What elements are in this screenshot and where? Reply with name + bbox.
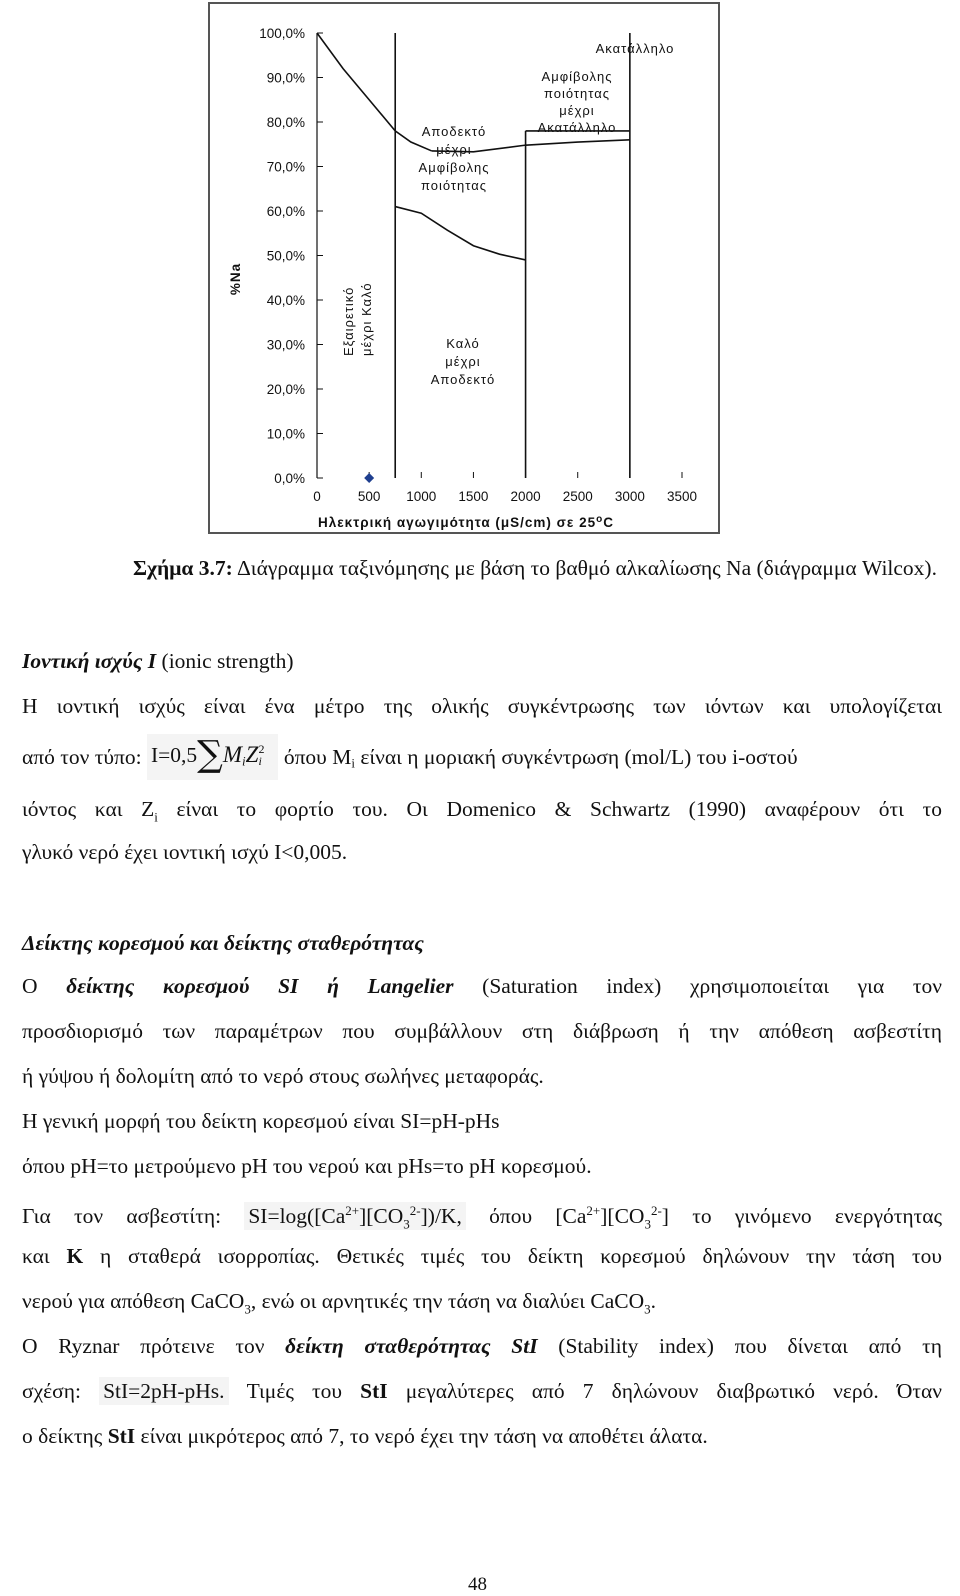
data-marker xyxy=(364,473,374,483)
saturation-p5-line1 xyxy=(22,1331,942,1361)
ionic-line-2-sub: i xyxy=(351,755,355,771)
ionic-line-4-text: γλυκό νερό έχει ιοντική ισχύ I<0,005. xyxy=(22,840,348,864)
saturation-p5-line2 xyxy=(22,1376,942,1406)
p4-line3-sub1: 3 xyxy=(244,1301,251,1317)
p4-f3: ])/K, xyxy=(420,1204,462,1229)
x-tick-label: 1000 xyxy=(406,489,437,504)
y-tick-label: 50,0% xyxy=(266,248,305,264)
y-tick-label: 100,0% xyxy=(259,26,305,41)
wilcox-chart xyxy=(208,2,720,534)
x-axis-title-degree: o xyxy=(596,514,604,525)
ionic-line-3-sub: i xyxy=(154,809,158,825)
region-label xyxy=(341,282,374,356)
p5-line2-b: Τιμές του xyxy=(228,1379,361,1403)
ionic-heading xyxy=(22,646,942,676)
p5-c: (Stability index) που δίνεται από τη xyxy=(537,1334,942,1358)
region-label-line: Αποδεκτό xyxy=(430,372,496,387)
page-number: 48 xyxy=(468,1574,487,1595)
region-label-line: ποιότητας xyxy=(420,178,488,193)
y-axis-ticks xyxy=(259,26,323,486)
figure-caption-text: Διάγραμμα ταξινόμησης με βάση το βαθμό αλκαλίωσης Na (διάγραμμα Wilcox). xyxy=(232,556,937,580)
region-label-line: Αμφίβολης xyxy=(541,69,613,84)
ionic-line-2-a: όπου M xyxy=(278,745,352,770)
ionic-heading-suffix: (ionic strength) xyxy=(156,649,294,673)
region-label-line: Ακατάλληλο xyxy=(537,120,617,135)
p4-f1: SI=log([Ca xyxy=(248,1204,346,1229)
p4-b-sup: 2+ xyxy=(586,1203,601,1218)
p5-line3-sti: StI xyxy=(107,1424,136,1448)
p5-a: Ο Ryznar πρότεινε τον xyxy=(22,1334,286,1358)
wilcox-chart-svg xyxy=(210,4,718,532)
x-axis-title-text: Ηλεκτρική αγωγιμότητα (μS/cm) σε 25 xyxy=(318,515,597,530)
data-point-marker xyxy=(364,473,374,483)
p4-a: Για τον ασβεστίτη: xyxy=(22,1204,245,1229)
y-tick-label: 70,0% xyxy=(266,159,305,175)
p4-f2-sup: 2- xyxy=(409,1203,421,1218)
ionic-line-1-text: Η ιοντική ισχύς είναι ένα μέτρο της ολικής συγκέντρωσης των ιόντων και υπολογίζεται xyxy=(22,694,942,718)
p1-line2-text: προσδιορισμό των παραμέτρων που συμβάλλουν στη διάβρωση ή την απόθεση ασβεστίτη xyxy=(22,1019,942,1043)
x-tick-label: 3500 xyxy=(666,489,698,504)
p4-line3-a: νερού για απόθεση CaCO xyxy=(22,1289,245,1313)
p1-line3-text: ή γύψου ή δολομίτη από το νερό στους σωλήνες μεταφοράς. xyxy=(22,1064,544,1088)
formula-m-sub: i xyxy=(242,753,246,769)
p4-line2-a: και xyxy=(22,1244,67,1268)
region-label-line: Αποδεκτό xyxy=(421,124,487,139)
region-label xyxy=(431,336,496,387)
saturation-p3 xyxy=(22,1151,942,1181)
y-tick-label: 30,0% xyxy=(266,337,305,353)
region-label-line: Αμφίβολης xyxy=(418,160,490,175)
p4-line2-k: K xyxy=(66,1244,84,1268)
p4-c-sub: 3 xyxy=(644,1216,651,1232)
region-label-line: μέχρι xyxy=(445,354,481,369)
region-label-line: ποιότητας xyxy=(543,86,611,101)
ionic-line-2-prefix: από τον τύπο: xyxy=(22,745,147,770)
p5-line3-a: ο δείκτης xyxy=(22,1424,108,1448)
x-tick-label: 3000 xyxy=(614,489,645,504)
ionic-line-3 xyxy=(22,794,942,832)
p4-line3-c: . xyxy=(650,1289,657,1313)
region-labels xyxy=(341,41,674,387)
saturation-p4-line3 xyxy=(22,1286,942,1324)
region-label-line: μέχρι xyxy=(436,142,472,157)
x-tick-label: 1500 xyxy=(458,489,489,504)
ionic-line-4 xyxy=(22,837,942,867)
p1-a: Ο xyxy=(22,974,67,998)
p4-d: ] το γινόμενο ενεργότητας xyxy=(661,1204,942,1229)
sigma-symbol: ∑ xyxy=(197,734,223,776)
ionic-line-2-b: είναι η μοριακή συγκέντρωση (mol/L) του i-οστού xyxy=(354,745,798,770)
y-tick-label: 10,0% xyxy=(266,426,305,442)
ionic-strength-formula xyxy=(147,734,278,780)
p5-line2-sti: StI xyxy=(360,1379,388,1403)
region-label-line: Ακατάλληλο xyxy=(595,41,675,56)
p4-line3-sub2: 3 xyxy=(644,1301,651,1317)
boundary-line xyxy=(317,33,432,151)
saturation-p5-line3 xyxy=(22,1421,942,1451)
ionic-line-1 xyxy=(22,691,942,721)
ionic-line-3-b: είναι το φορτίο του. Οι Domenico & Schwartz (1990) αναφέρουν ότι το xyxy=(157,797,942,821)
p4-c-sup: 2- xyxy=(650,1203,662,1218)
saturation-p2 xyxy=(22,1106,942,1136)
saturation-heading-title: Δείκτης κορεσμού και δείκτης σταθερότητας xyxy=(22,931,424,955)
p5-line2-a: σχέση: xyxy=(22,1379,100,1403)
ionic-line-3-a: ιόντος και Z xyxy=(22,797,155,821)
p4-f2: ][CO xyxy=(359,1204,404,1229)
y-tick-label: 20,0% xyxy=(266,382,305,397)
x-tick-label: 2000 xyxy=(510,489,541,504)
saturation-p1-line1 xyxy=(22,971,942,1001)
p4-f1-sup: 2+ xyxy=(345,1203,360,1218)
ionic-line-2 xyxy=(22,734,942,784)
y-tick-label: 80,0% xyxy=(266,115,305,130)
p2-text: Η γενική μορφή του δείκτη κορεσμού είναι SI=pH-pHs xyxy=(22,1109,500,1133)
p4-line2-b: η σταθερά ισορροπίας. Θετικές τιμές του δείκτη κορεσμού δηλώνουν την τάση του xyxy=(83,1244,942,1268)
calcite-si-formula xyxy=(244,1202,466,1230)
y-tick-label: 0,0% xyxy=(274,471,305,486)
p4-c: ][CO xyxy=(600,1204,645,1229)
p4-f2-sub: 3 xyxy=(403,1216,410,1232)
region-label xyxy=(419,124,490,193)
ionic-heading-title: Ιοντική ισχύς Ι xyxy=(22,649,157,673)
p3-text: όπου pH=το μετρούμενο pH του νερού και pHs=το pH κορεσμού. xyxy=(22,1154,592,1178)
figure-caption-label: Σχήμα 3.7: xyxy=(133,556,233,580)
formula-m: M xyxy=(222,742,243,768)
x-axis-title xyxy=(318,514,614,530)
saturation-p4-line2 xyxy=(22,1241,942,1271)
y-tick-label: 60,0% xyxy=(266,204,305,219)
saturation-p4-line1 xyxy=(22,1196,942,1239)
p1-c: (Saturation index) χρησιμοποιείται για τον xyxy=(453,974,942,998)
x-tick-label: 2500 xyxy=(562,489,593,504)
y-tick-label: 90,0% xyxy=(266,70,305,86)
formula-prefix: I=0,5 xyxy=(150,743,198,768)
formula-z-sub: i xyxy=(258,754,262,769)
saturation-heading xyxy=(22,928,942,958)
region-label-line: μέχρι Καλό xyxy=(359,282,374,356)
region-label-line: Καλό xyxy=(446,336,480,351)
x-axis-title-unit: C xyxy=(603,515,614,530)
p5-b: δείκτη σταθερότητας StI xyxy=(285,1334,538,1358)
region-label-line: μέχρι xyxy=(559,103,595,118)
region-label-line: Εξαιρετικό xyxy=(341,286,356,356)
p4-b: όπου [Ca xyxy=(465,1204,587,1229)
region-label xyxy=(596,41,675,56)
x-tick-label: 0 xyxy=(313,489,321,504)
formula-z: Z xyxy=(245,742,259,768)
p5-line2-c: μεγαλύτερες από 7 δηλώνουν διαβρωτικό νερό. Όταν xyxy=(387,1379,943,1403)
p5-line3-b: είναι μικρότερος από 7, το νερό έχει την τάση να αποθέτει άλατα. xyxy=(135,1424,708,1448)
saturation-p1-line2 xyxy=(22,1016,942,1046)
figure-caption xyxy=(133,556,937,581)
formula-exponent: 2 xyxy=(258,742,265,757)
x-tick-label: 500 xyxy=(357,489,381,504)
p1-b: δείκτης κορεσμού SI ή Langelier xyxy=(66,974,454,998)
sti-formula: StI=2pH-pHs. xyxy=(99,1377,228,1405)
p4-line3-b: , ενώ οι αρνητικές την τάση να διαλύει CaCO xyxy=(250,1289,645,1313)
saturation-p1-line3 xyxy=(22,1061,942,1091)
region-label xyxy=(538,69,617,135)
y-axis-title: %Na xyxy=(228,262,243,296)
y-tick-label: 40,0% xyxy=(266,293,305,308)
boundary-line xyxy=(395,207,525,260)
